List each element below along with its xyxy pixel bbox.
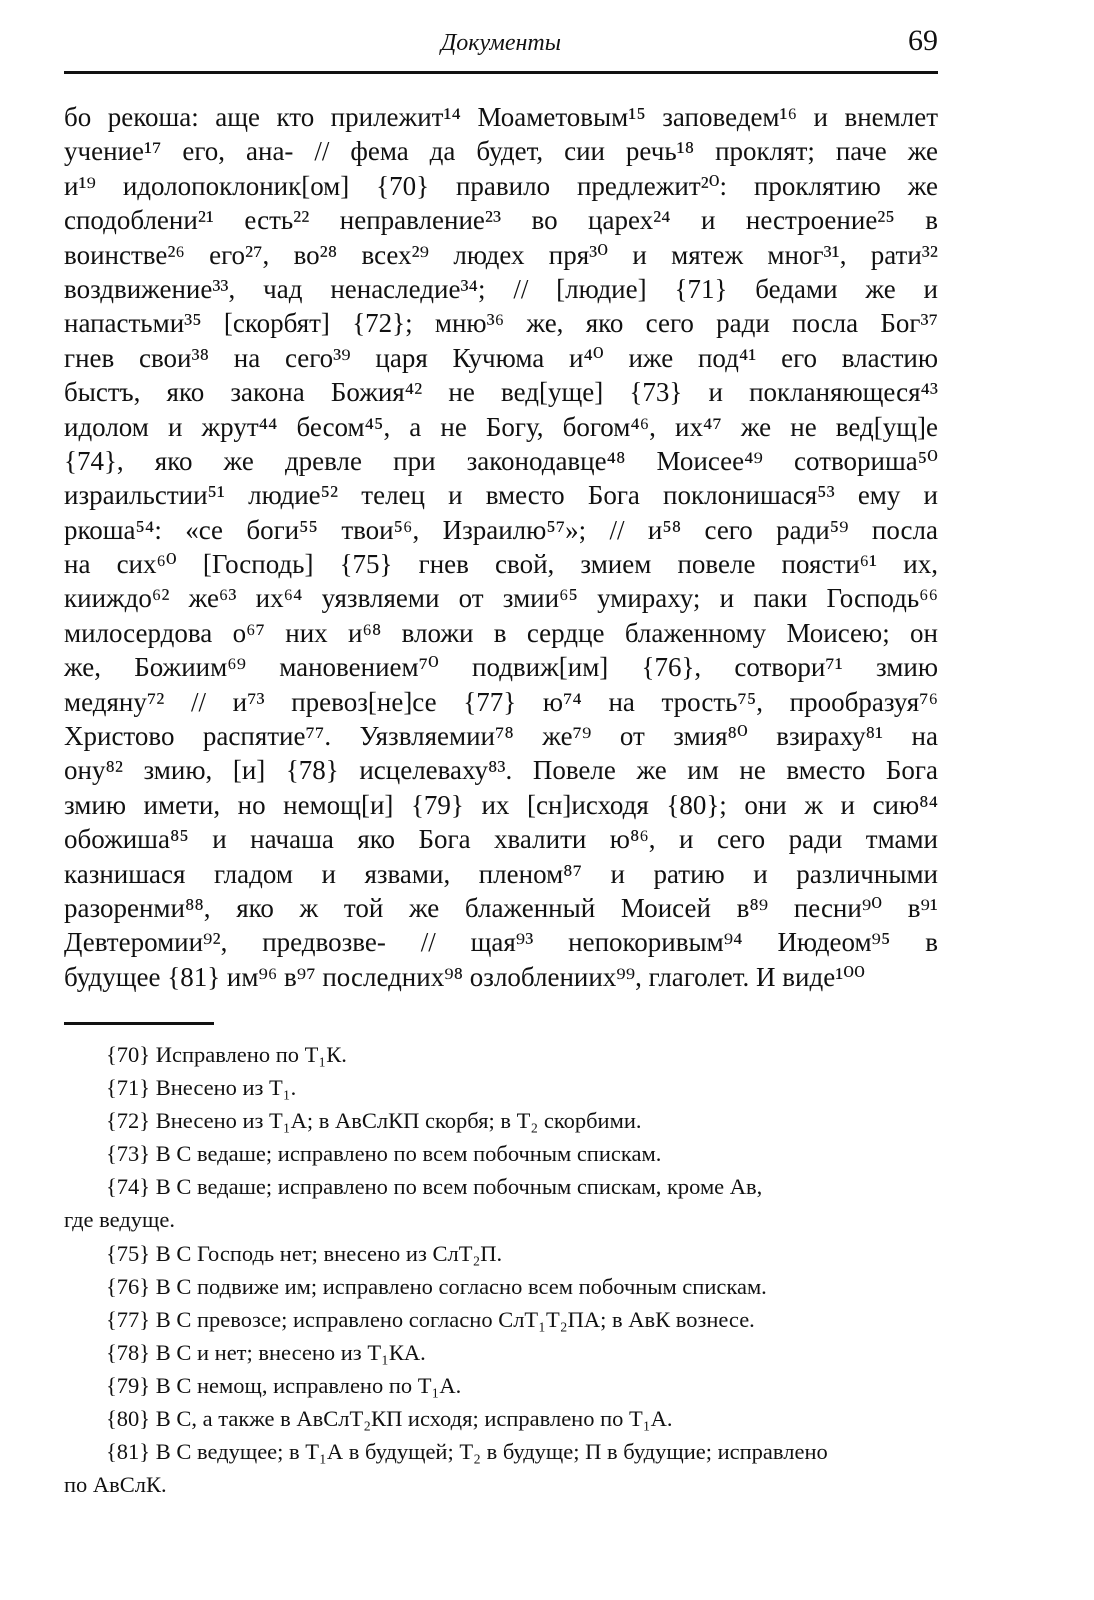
footnote: {71} Внесено из Т₁. <box>106 1075 297 1101</box>
footnote: {81} В С ведущее; в Т₁А в будущей; Т₂ в будуще; П в будущие; исправлено <box>106 1439 828 1465</box>
text-line: будущее {81} им⁹⁶ в⁹⁷ последних⁹⁸ озлоблениих⁹⁹, глаголет. И виде¹⁰⁰ <box>64 961 865 992</box>
main-text <box>64 100 938 994</box>
text-line: воздвижение³³, чад ненаследие³⁴; // [людие] {71} бедами же и <box>64 273 938 304</box>
text-line: же, Божиим⁶⁹ мановением⁷⁰ подвиж[им] {76}, сотвори⁷¹ змию <box>64 652 938 683</box>
text-line: ону⁸² змию, [и] {78} исцелеваху⁸³. Повеле же им не вместо Бога <box>64 755 938 786</box>
footnote: {70} Исправлено по Т₁К. <box>106 1042 347 1067</box>
footnotes <box>64 1038 938 1501</box>
text-line: на сих⁶⁰ [Господь] {75} гнев свой, змием повеле поясти⁶¹ их, <box>64 549 938 580</box>
text-line: обожиша⁸⁵ и начаша яко Бога хвалити ю⁸⁶, и сего ради тмами <box>64 824 938 855</box>
text-line: воинстве²⁶ его²⁷, во²⁸ всех²⁹ людех пря³⁰ и мятеж мног³¹, рати³² <box>64 239 938 270</box>
text-line: сподоблени²¹ есть²² неправление²³ во царех²⁴ и нестроение²⁵ в <box>64 205 938 236</box>
footnote: {77} В С превозсе; исправлено согласно СлТ₁Т₂ПА; в АвК вознесе. <box>106 1306 755 1332</box>
text-line: напастьми³⁵ [скорбят] {72}; мню³⁶ же, яко сего ради посла Бог³⁷ <box>64 308 938 339</box>
text-line: {74}, яко же древле при законодавце⁴⁸ Моисее⁴⁹ сотвориша⁵⁰ <box>64 445 938 476</box>
page-header <box>64 22 938 72</box>
header-rule <box>64 71 938 74</box>
text-line: быстъ, яко закона Божия⁴² не вед[уще] {73} и покланяющеся⁴³ <box>64 377 938 408</box>
text-line: Девтеромии⁹², предвозве- // щая⁹³ непокоривым⁹⁴ Июдеом⁹⁵ в <box>64 927 938 958</box>
footnote: {79} В С немощ, исправлено по Т₁А. <box>106 1372 462 1398</box>
footnote-rule <box>64 1022 214 1025</box>
text-line: учение¹⁷ его, ана- // фема да будет, сии речь¹⁸ проклят; паче же <box>64 136 938 167</box>
text-line: Христово распятие⁷⁷. Уязвляемии⁷⁸ же⁷⁹ от змия⁸⁰ взираху⁸¹ на <box>64 721 938 752</box>
text-line: бо рекоша: аще кто прилежит¹⁴ Моаметовым¹⁵ заповедем¹⁶ и внемлет <box>64 102 938 132</box>
text-line: израильстии⁵¹ людие⁵² телец и вместо Бога поклонишася⁵³ ему и <box>64 480 938 511</box>
text-line: милосердова о⁶⁷ них и⁶⁸ вложи в сердце блаженному Моисею; он <box>64 617 938 648</box>
text-line: идолом и жрут⁴⁴ бесом⁴⁵, а не Богу, богом⁴⁶, их⁴⁷ же не вед[ущ]е <box>64 411 938 442</box>
footnote-continuation: где ведуще. <box>64 1207 175 1233</box>
text-line: казнишася гладом и язвами, пленом⁸⁷ и ратию и различными <box>64 858 938 889</box>
footnote-continuation: по АвСлК. <box>64 1472 167 1498</box>
footnote: {78} В С и нет; внесено из Т₁КА. <box>106 1339 426 1365</box>
page-number: 69 <box>908 24 938 57</box>
text-line: гнев свои³⁸ на сего³⁹ царя Кучюма и⁴⁰ иже под⁴¹ его властию <box>64 342 938 373</box>
running-title: Документы <box>440 30 561 56</box>
footnote: {74} В С ведаше; исправлено по всем побочным спискам, кроме Ав, <box>106 1174 763 1200</box>
text-line: кииждо⁶² же⁶³ их⁶⁴ уязвляеми от змии⁶⁵ умираху; и паки Господь⁶⁶ <box>64 583 938 614</box>
text-line: и¹⁹ идолопоклоник[ом] {70} правило предлежит²⁰: проклятию же <box>64 170 938 201</box>
footnote: {76} В С подвиже им; исправлено согласно всем побочным спискам. <box>106 1273 767 1299</box>
text-line: разоренми⁸⁸, яко ж той же блаженный Моисей в⁸⁹ песни⁹⁰ в⁹¹ <box>64 892 938 923</box>
footnote: {80} В С, а также в АвСлТ₂КП исходя; исправлено по Т₁А. <box>106 1406 673 1432</box>
footnote: {72} Внесено из Т₁А; в АвСлКП скорбя; в Т₂ скорбими. <box>106 1108 642 1134</box>
text-line: медяну⁷² // и⁷³ превоз[не]се {77} ю⁷⁴ на трость⁷⁵, прообразуя⁷⁶ <box>64 686 938 717</box>
footnote: {73} В С ведаше; исправлено по всем побочным спискам. <box>106 1141 662 1167</box>
text-line: змию имети, но немощ[и] {79} их [сн]исходя {80}; они ж и сию⁸⁴ <box>64 789 938 820</box>
footnote: {75} В С Господь нет; внесено из СлТ₂П. <box>106 1240 503 1266</box>
text-line: ркоша⁵⁴: «се боги⁵⁵ твои⁵⁶, Израилю⁵⁷»; // и⁵⁸ сего ради⁵⁹ посла <box>64 514 938 545</box>
